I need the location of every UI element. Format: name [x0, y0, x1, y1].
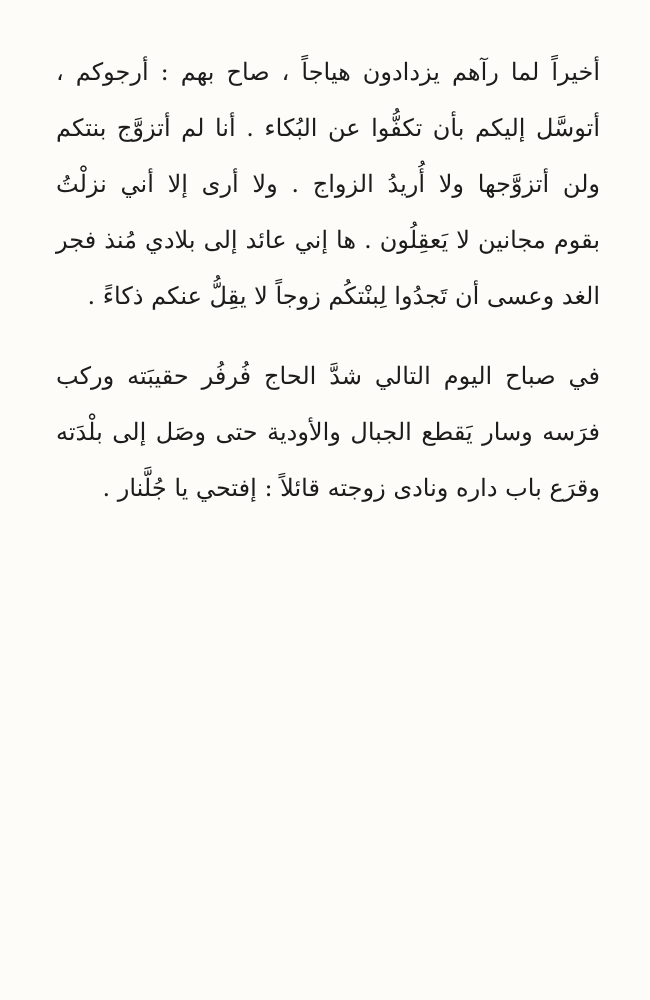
text-line: بقوم مجانين لا يَعقِلُون . ها إني عائد إلى بلادي مُنذ فجر [56, 226, 600, 254]
paragraph [56, 44, 600, 324]
text-line: أخيراً لما رآهم يزدادون هياجاً ، صاح بهم : أرجوكم ، [56, 58, 600, 86]
text-line: في صباح اليوم التالي شدَّ الحاج فُرفُر حقيبَته وركب [56, 362, 600, 390]
text-line: أتوسَّل إليكم بأن تكفُّوا عن البُكاء . أنا لم أتزوَّج بنتكم [56, 114, 600, 142]
text-line: وقرَع باب داره ونادى زوجته قائلاً : إفتحي يا جُلَّنار . [102, 474, 600, 502]
text-line: الغد وعسى أن تَجدُوا لِبنْتكُم زوجاً لا يقِلُّ عنكم ذكاءً . [87, 282, 600, 310]
paragraph [56, 348, 600, 516]
text-line: فرَسه وسار يَقطع الجبال والأودية حتى وصَل إلى بلْدَته [56, 418, 600, 446]
text-line: ولن أتزوَّجها ولا أُريدُ الزواج . ولا أرى إلا أني نزلْتُ [56, 170, 600, 198]
